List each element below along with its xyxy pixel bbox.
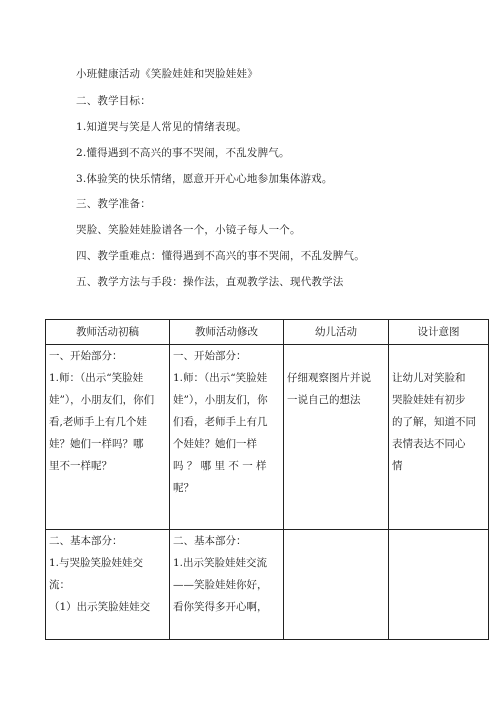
goal-1: 1.知道哭与笑是人常见的情绪表现。	[76, 121, 247, 133]
cell-line: 情	[392, 460, 403, 472]
cell-line	[392, 345, 485, 367]
table-row	[46, 345, 489, 530]
cell-line: 娃”），小朋友们，你	[173, 394, 268, 406]
cell-line: 吗 ？ 哪 里 不 一 样	[173, 460, 267, 472]
cell-line: 让幼儿对笑脸和	[392, 372, 466, 384]
header-design-intent: 设计意图	[389, 320, 489, 345]
header-child-activity: 幼儿活动	[284, 320, 389, 345]
header-revised: 教师活动修改	[170, 320, 284, 345]
lesson-table	[45, 319, 489, 640]
cell-line: ——笑脸娃娃你好，	[173, 579, 268, 591]
cell-line: 哭脸娃娃有初步	[392, 394, 466, 406]
cell-line	[287, 345, 385, 367]
cell-line: 看你笑得多开心啊，	[173, 601, 268, 613]
prep-heading: 三、教学准备：	[76, 198, 151, 210]
cell-line: 里不一样呢？	[49, 460, 112, 472]
keypoints: 四、教学重难点：懂得遇到不高兴的事不哭闹，不乱发脾气。	[76, 250, 365, 262]
cell-line: 娃”），小朋友们，你们	[49, 394, 155, 406]
cell-line: 呢？	[173, 482, 194, 494]
cell-line: 们看，老师手上有几	[173, 416, 268, 428]
cell-line: 流：	[49, 579, 70, 591]
methods: 五、教学方法与手段：操作法，直观教学法、现代教学法	[76, 276, 344, 288]
cell-line: 表情表达不同心	[392, 438, 466, 450]
cell-line: 娃？她们一样吗？哪	[49, 438, 144, 450]
row1-revised	[170, 345, 284, 530]
table-row	[46, 530, 489, 640]
cell-line: 1.师：（出示“笑脸娃	[49, 372, 144, 384]
row1-child-activity	[284, 345, 389, 530]
cell-line: 1.与哭脸笑脸娃娃交	[49, 557, 144, 569]
cell-line: 个娃娃？她们一样	[173, 438, 257, 450]
cell-line: 二、基本部分：	[49, 535, 123, 547]
cell-line: 1.师：（出示“笑脸娃	[173, 372, 268, 384]
goals-heading: 二、教学目标：	[76, 95, 151, 107]
cell-line: 一、开始部分：	[49, 350, 123, 362]
prep-text: 哭脸、笑脸娃娃脸谱各一个，小镜子每人一个。	[76, 224, 301, 236]
row2-draft	[46, 530, 170, 640]
table-header-row	[46, 320, 489, 345]
cell-line: 仔细观察图片并说	[287, 372, 371, 384]
cell-line: 一说自己的想法	[287, 394, 361, 406]
row1-design-intent	[389, 345, 489, 530]
goal-2: 2.懂得遇到不高兴的事不哭闹，不乱发脾气。	[76, 147, 290, 159]
cell-line: 看,老师手上有几个娃	[49, 416, 147, 428]
row2-design-intent	[389, 530, 489, 640]
row2-child-activity	[284, 530, 389, 640]
cell-line: 1.出示笑脸娃娃交流	[173, 557, 268, 569]
goal-3: 3.体验笑的快乐情绪，愿意开开心心地参加集体游戏。	[76, 173, 333, 185]
row2-revised	[170, 530, 284, 640]
cell-line: 二、基本部分：	[173, 535, 247, 547]
cell-line: 的了解，知道不同	[392, 416, 476, 428]
doc-title: 小班健康活动《笑脸娃娃和哭脸娃娃》	[76, 68, 258, 80]
row1-draft	[46, 345, 170, 530]
header-draft: 教师活动初稿	[46, 320, 170, 345]
cell-line: 一、开始部分：	[173, 350, 247, 362]
cell-line: （1）出示笑脸娃娃交	[49, 601, 151, 613]
